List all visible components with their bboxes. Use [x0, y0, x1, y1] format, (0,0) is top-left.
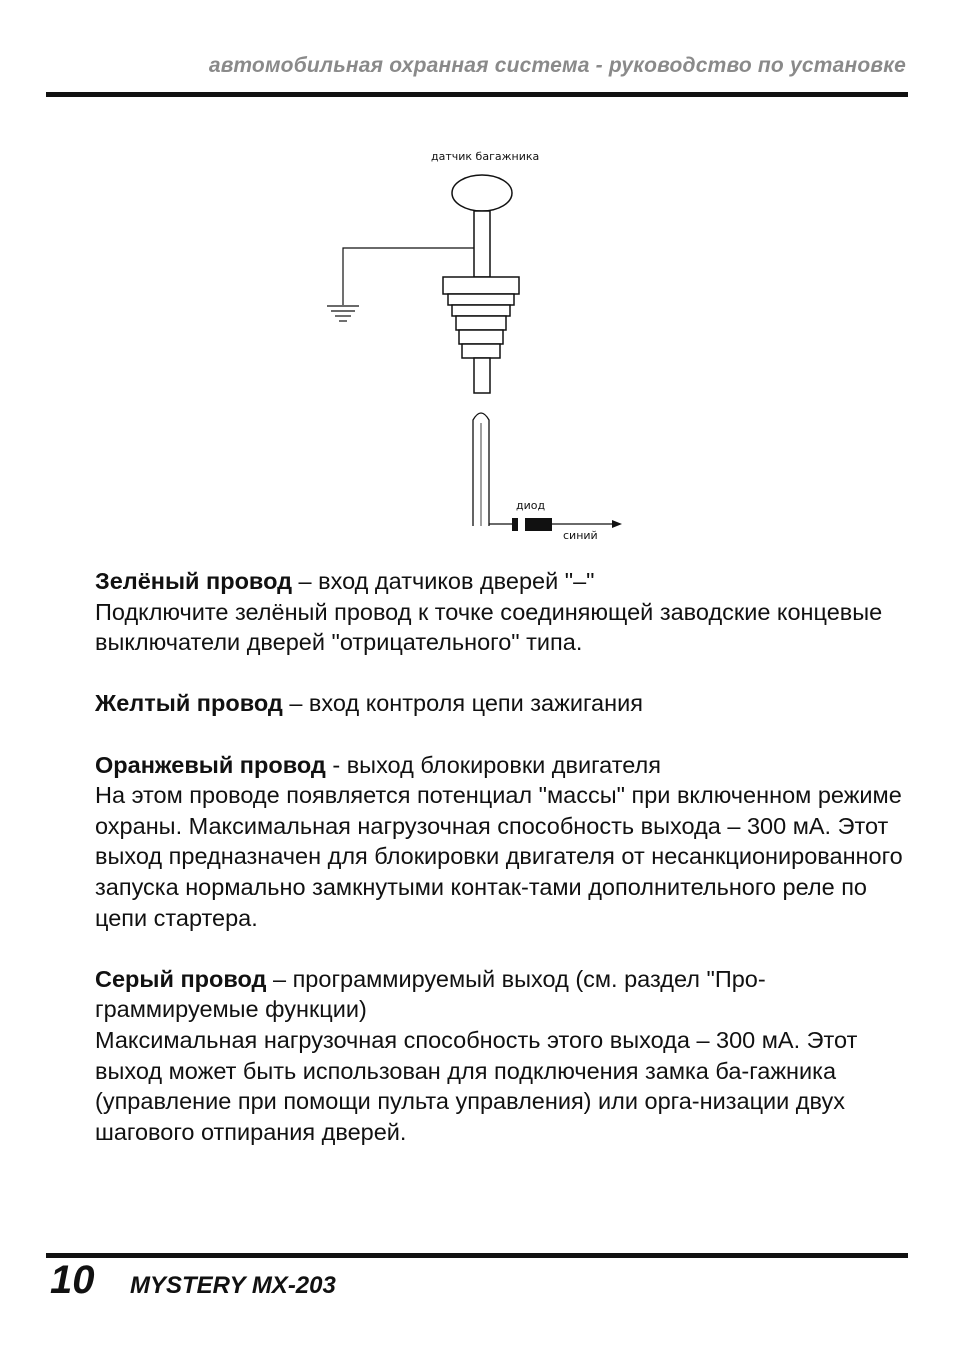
sensor-head: [452, 175, 512, 211]
blue-wire-label: синий: [563, 529, 598, 542]
model-name: MYSTERY MX-203: [130, 1272, 336, 1299]
section-yellow: [95, 688, 915, 719]
section-orange: [95, 750, 915, 934]
section-gray: [95, 964, 915, 1148]
section-title: Серый провод: [95, 965, 267, 992]
section-subtitle: - выход блокировки двигателя: [325, 751, 661, 778]
footer-rule: [46, 1253, 908, 1258]
section-body: Максимальная нагрузочная способность этого выхода – 300 мА. Этот выход может быть использован для подключения замка ба-гажника (управление при помощи пульта управления) или орга-низации двух шагового отпирания дверей.: [95, 1026, 858, 1145]
section-subtitle: – вход датчиков дверей "–": [292, 568, 595, 594]
running-header: автомобильная охранная система - руководство по установке: [208, 54, 906, 77]
section-subtitle: – программируемый выход (см. раздел "Про-граммируемые функции): [95, 965, 766, 1023]
diode-band: [512, 518, 518, 531]
arrow-head: [612, 520, 622, 528]
header-rule: [46, 92, 908, 97]
wire-descriptions: [95, 566, 915, 1178]
sensor-label: датчик багажника: [431, 150, 540, 163]
section-green: [95, 566, 915, 658]
section-title: Оранжевый провод: [95, 751, 326, 778]
trunk-sensor-diagram: [300, 140, 640, 550]
sensor-stem: [474, 358, 490, 393]
section-subtitle: – вход контроля цепи зажигания: [282, 690, 643, 717]
section-title: Желтый провод: [95, 690, 283, 717]
section-title: Зелёный провод: [95, 568, 293, 594]
diode-label: диод: [516, 499, 546, 512]
sensor-shaft: [474, 211, 490, 277]
ground-symbol: [327, 306, 359, 321]
page-number: 10: [50, 1258, 95, 1302]
section-body: На этом проводе появляется потенциал "массы" при включенном режиме охраны. Максимальная нагрузочная способность выхода – 300 мА. Этот выход предназначен для блокировки двигателя от несанкционированного запуска нормально замкнутыми контак-тами дополнительного реле по цепи стартера.: [95, 782, 903, 931]
sensor-body: [443, 277, 519, 358]
section-body: Подключите зелёный провод к точке соединяющей заводские концевые выключатели дверей "отрицательного" типа.: [95, 598, 883, 656]
diode-body: [525, 518, 552, 531]
